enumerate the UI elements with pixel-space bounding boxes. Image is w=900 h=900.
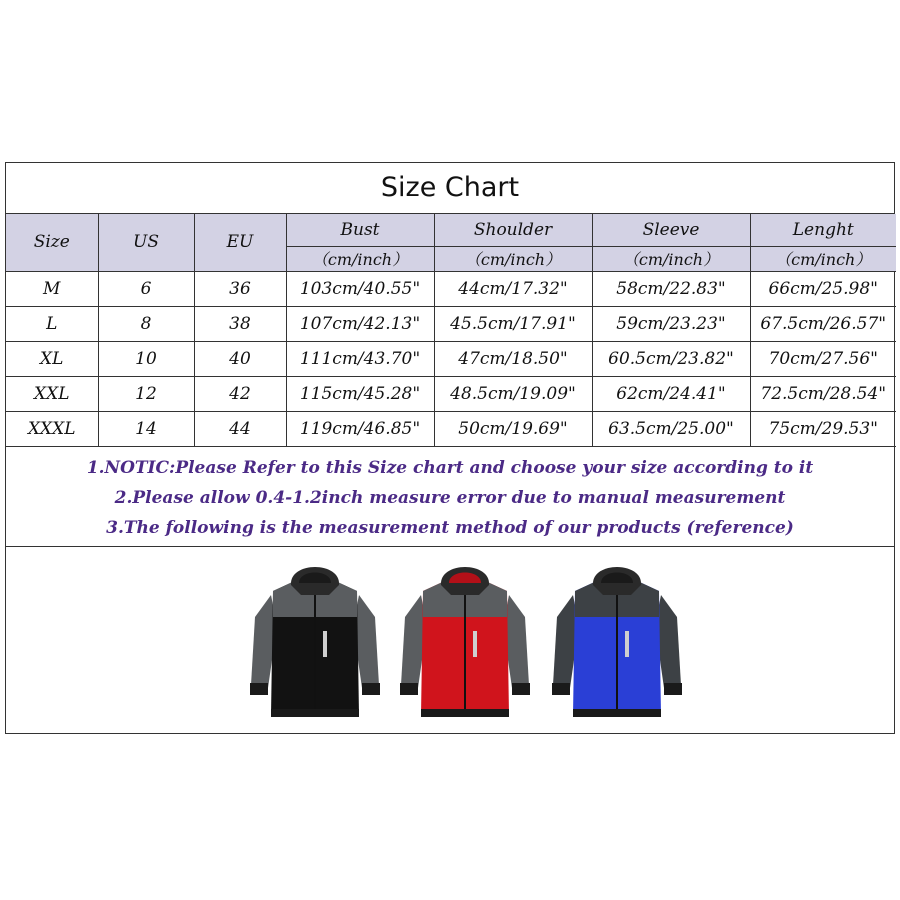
jacket-images bbox=[6, 547, 894, 733]
header-size: Size bbox=[6, 214, 98, 271]
cell-us: 12 bbox=[98, 376, 194, 411]
header-length: Lenght bbox=[750, 214, 896, 246]
cell-shoulder: 44cm/17.32" bbox=[434, 271, 592, 306]
cell-sleeve: 60.5cm/23.82" bbox=[592, 341, 750, 376]
cell-length: 67.5cm/26.57" bbox=[750, 306, 896, 341]
cell-us: 10 bbox=[98, 341, 194, 376]
cell-bust: 111cm/43.70" bbox=[286, 341, 434, 376]
header-eu: EU bbox=[194, 214, 286, 271]
cell-length: 66cm/25.98" bbox=[750, 271, 896, 306]
header-sleeve: Sleeve bbox=[592, 214, 750, 246]
cell-eu: 38 bbox=[194, 306, 286, 341]
size-chart bbox=[5, 162, 895, 734]
cell-length: 72.5cm/28.54" bbox=[750, 376, 896, 411]
unit-sleeve: （cm/inch） bbox=[592, 246, 750, 271]
table-row bbox=[6, 341, 896, 376]
cell-bust: 119cm/46.85" bbox=[286, 411, 434, 446]
red-jacket-icon bbox=[399, 555, 531, 723]
cell-us: 14 bbox=[98, 411, 194, 446]
chart-title: Size Chart bbox=[6, 163, 894, 214]
table-row bbox=[6, 376, 896, 411]
cell-shoulder: 48.5cm/19.09" bbox=[434, 376, 592, 411]
cell-bust: 115cm/45.28" bbox=[286, 376, 434, 411]
header-us: US bbox=[98, 214, 194, 271]
cell-sleeve: 58cm/22.83" bbox=[592, 271, 750, 306]
unit-bust: （cm/inch） bbox=[286, 246, 434, 271]
cell-bust: 107cm/42.13" bbox=[286, 306, 434, 341]
cell-size: XXL bbox=[6, 376, 98, 411]
table-row bbox=[6, 271, 896, 306]
note-3: 3.The following is the measurement method of our products (reference) bbox=[106, 517, 794, 538]
header-bust: Bust bbox=[286, 214, 434, 246]
cell-shoulder: 45.5cm/17.91" bbox=[434, 306, 592, 341]
cell-sleeve: 62cm/24.41" bbox=[592, 376, 750, 411]
cell-shoulder: 50cm/19.69" bbox=[434, 411, 592, 446]
cell-sleeve: 59cm/23.23" bbox=[592, 306, 750, 341]
header-shoulder: Shoulder bbox=[434, 214, 592, 246]
cell-eu: 44 bbox=[194, 411, 286, 446]
size-table bbox=[6, 214, 896, 447]
unit-shoulder: （cm/inch） bbox=[434, 246, 592, 271]
blue-jacket-icon bbox=[551, 555, 683, 723]
cell-size: XL bbox=[6, 341, 98, 376]
unit-length: （cm/inch） bbox=[750, 246, 896, 271]
cell-size: L bbox=[6, 306, 98, 341]
cell-shoulder: 47cm/18.50" bbox=[434, 341, 592, 376]
cell-eu: 40 bbox=[194, 341, 286, 376]
cell-bust: 103cm/40.55" bbox=[286, 271, 434, 306]
notes-section bbox=[6, 447, 894, 547]
header-row bbox=[6, 214, 896, 246]
table-row bbox=[6, 306, 896, 341]
cell-eu: 42 bbox=[194, 376, 286, 411]
black-jacket-icon bbox=[249, 555, 381, 723]
cell-size: XXXL bbox=[6, 411, 98, 446]
cell-us: 8 bbox=[98, 306, 194, 341]
cell-length: 75cm/29.53" bbox=[750, 411, 896, 446]
note-2: 2.Please allow 0.4-1.2inch measure error due to manual measurement bbox=[114, 487, 786, 508]
cell-us: 6 bbox=[98, 271, 194, 306]
table-row bbox=[6, 411, 896, 446]
note-1: 1.NOTIC:Please Refer to this Size chart and choose your size according to it bbox=[86, 457, 814, 478]
cell-eu: 36 bbox=[194, 271, 286, 306]
cell-size: M bbox=[6, 271, 98, 306]
cell-length: 70cm/27.56" bbox=[750, 341, 896, 376]
cell-sleeve: 63.5cm/25.00" bbox=[592, 411, 750, 446]
